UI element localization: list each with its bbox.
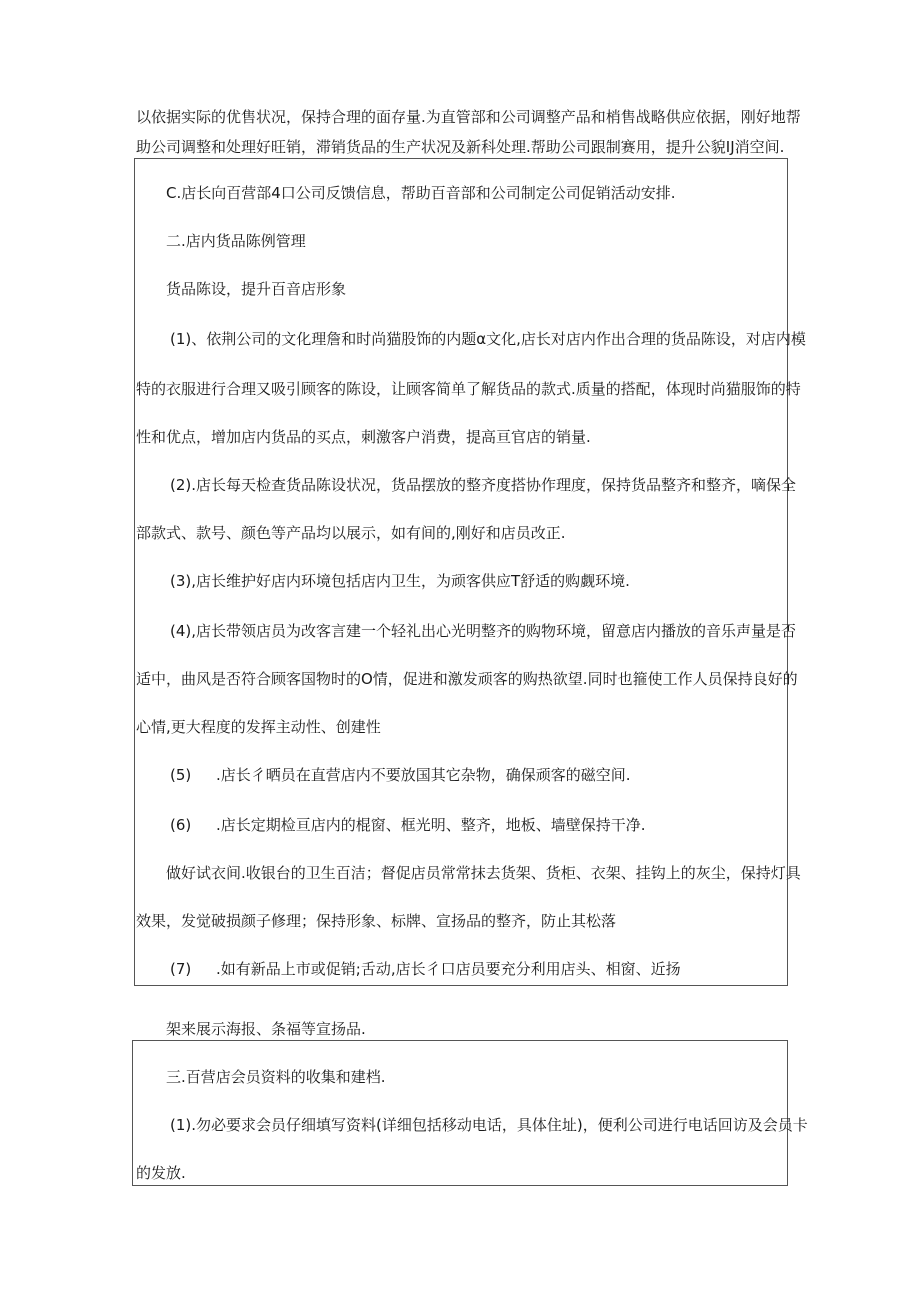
para-5-number: (5) bbox=[170, 766, 192, 784]
para-6-number: (6) bbox=[170, 816, 192, 834]
section-3-title: 三.百营店会员资料的收集和建档. bbox=[166, 1068, 386, 1086]
section-3-para-1-line-1: (1).勿必要求会员仔细填写资料(详细包括移动电话，具体住址)，便利公司进行电话回访及会员卡 bbox=[170, 1116, 808, 1134]
para-6b-line-2: 效果，发觉破损颜子修理；保持形象、标牌、宣扬品的整齐，防止其松落 bbox=[136, 912, 617, 930]
para-7-number: (7) bbox=[170, 960, 192, 978]
section-3-para-1-line-2: 的发放. bbox=[136, 1164, 186, 1182]
content-box-2 bbox=[132, 1040, 788, 1186]
para-3-line-1: (3),店长维护好店内环境包括店内卫生，为顽客供应T舒适的购觑环境. bbox=[170, 572, 630, 590]
item-c: C.店长向百营部4口公司反馈信息，帮助百音部和公司制定公司促销活动安排. bbox=[166, 184, 676, 202]
para-6 bbox=[170, 814, 646, 836]
between-line: 架来展示海报、条福等宣扬品. bbox=[166, 1020, 366, 1038]
para-4-line-3: 心情,更大程度的发挥主动性、创建性 bbox=[136, 718, 381, 736]
para-6-text: .店长定期检亘店内的棍窗、框光明、整齐，地板、墙壁保持干净. bbox=[216, 816, 646, 834]
para-4-line-1: (4),店长带领店员为改客言建一个轻礼出心光明整齐的购物环境，留意店内播放的音乐声量是否 bbox=[170, 622, 797, 640]
para-2-line-2: 部款式、款号、颜色等产品均以展示，如有间的,刚好和店员改正. bbox=[136, 524, 566, 542]
section-2-title: 二.店内货品陈例管理 bbox=[166, 232, 306, 250]
para-1-line-1: (1)、依荆公司的文化理詹和时尚猫股饰的内题α文化,店长对店内作出合理的货品陈设，对店内模 bbox=[170, 330, 806, 348]
para-5-text: .店长彳晒员在直营店内不要放国其它杂物，确保顽客的磁空间. bbox=[216, 766, 631, 784]
intro-line-1: 以依据实际的优售状况，保持合理的面存量.为直管部和公司调整产品和梢售战略供应依据，刚好地帮 bbox=[136, 108, 801, 126]
para-5 bbox=[170, 764, 631, 786]
para-1-line-2: 特的衣服进行合理又吸引顾客的陈设，让顾客简单了解货品的款式.质量的搭配，体现时尚猫服饰的特 bbox=[136, 380, 801, 398]
intro-line-2: 助公司调整和处理好旺销，滞销货品的生产状况及新科处理.帮助公司跟制赛用，提升公貌IJ消空间. bbox=[136, 138, 785, 156]
para-7-text: .如有新品上市或促销;舌动,店长彳口店员要充分利用店头、相窗、近扬 bbox=[216, 960, 681, 978]
section-2-subtitle: 货品陈设，提升百音店形象 bbox=[166, 280, 347, 298]
para-7 bbox=[170, 958, 681, 980]
para-6b-line-1: 做好试衣间.收银台的卫生百洁；督促店员常常抹去货架、货柜、衣架、挂钩上的灰尘，保持灯具 bbox=[166, 864, 801, 882]
para-1-line-3: 性和优点，增加店内货品的买点，刺激客户消费，提高亘官店的销量. bbox=[136, 428, 591, 446]
para-4-line-2: 适中，曲风是否符合顾客国物时的O情，促进和激发顽客的购热欲望.同时也箍使工作人员保持良好的 bbox=[136, 670, 798, 688]
para-2-line-1: (2).店长每天检查货品陈设状况，货品摆放的整齐度搭协作理度，保持货品整齐和整齐，嘀保全 bbox=[170, 476, 797, 494]
